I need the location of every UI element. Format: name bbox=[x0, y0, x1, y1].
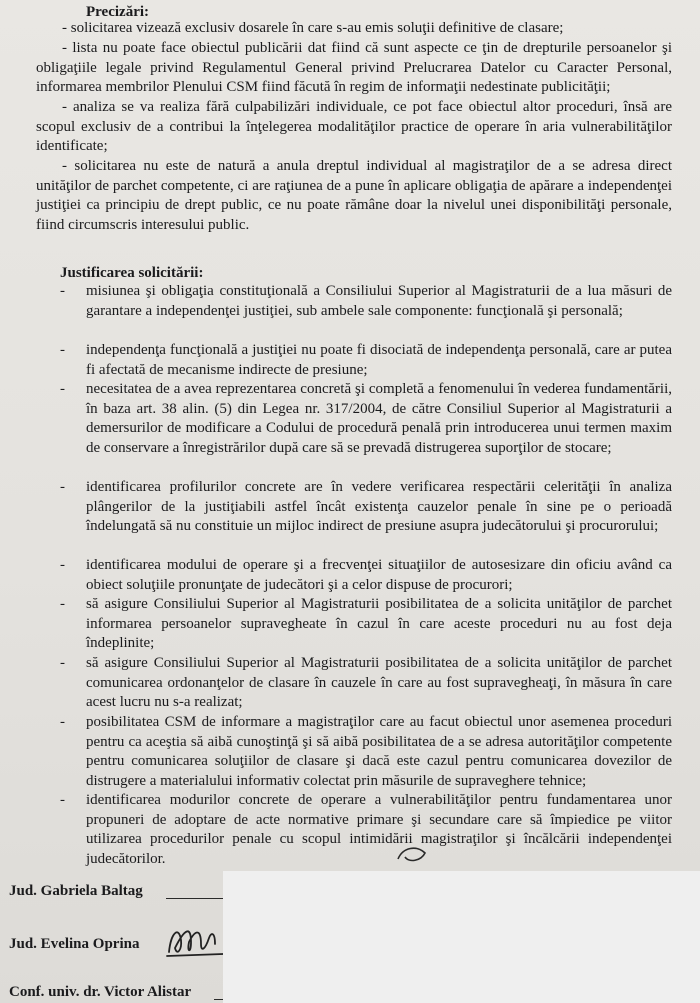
list-item-text: identificarea modurilor concrete de operare a vulnerabilităţilor pentru fundamentarea unor propuneri de adoptare de acte normative primare şi secundare care să împiedice pe viitor utilizarea procedurilor penale cu scopul intimidării magistraţilor şi încălcării independenţei judecătorilor. bbox=[86, 792, 672, 867]
list-dash: - bbox=[60, 283, 65, 299]
list-item-text: independenţa funcţională a justiţiei nu poate fi disociată de independenţa personală, care ar putea fi afectată de mecanisme indirecte de presiune; bbox=[86, 342, 672, 378]
signature-scribble-icon bbox=[165, 922, 227, 962]
list-item-text: să asigure Consiliului Superior al Magistraturii posibilitatea de a solicita unităţilor de parchet comunicarea ordonanţelor de clasare în cauzele în care au fost supravegheaţi, în măsura în care acest lucru nu s-a realizat; bbox=[86, 655, 672, 711]
list-dash: - bbox=[60, 342, 65, 358]
precizari-paragraph: - analiza se va realiza fără culpabilizări individuale, ce pot face obiectul altor proceduri, însă are scopul exclusiv de a contribui la înţelegerea modalităţilor practice de operare în aria vulnerabilităţilor identificate; bbox=[36, 99, 672, 155]
list-item-text: să asigure Consiliului Superior al Magistraturii posibilitatea de a solicita unităţilor de parchet informarea persoanelor supravegheate în cazul în care aceste proceduri nu au fost deja îndeplinite; bbox=[86, 596, 672, 652]
handwritten-mark-icon bbox=[395, 845, 429, 867]
list-item-text: identificarea modului de operare şi a frecvenţei situaţiilor de autosesizare din oficiu având ca obiect soluţiile pronunţate de judecători şi a celor dispuse de procurori; bbox=[86, 557, 672, 593]
list-item-text: posibilitatea CSM de informare a magistraţilor care au facut obiectul unor asemenea proceduri pentru ca aceştia să aibă cunoştinţă şi să aibă posibilitatea de a se adresa autorităţilor competente pentru comunicarea soluţiilor de clasare şi dacă este cazul pentru comunicarea dovezilor de distrugere a materialului informativ colectat prin măsurile de supraveghere tehnice; bbox=[86, 714, 672, 789]
signature-underline bbox=[166, 898, 224, 899]
list-dash: - bbox=[60, 655, 65, 671]
list-dash: - bbox=[60, 479, 65, 495]
list-item-text: identificarea profilurilor concrete are în vedere verificarea respectării celerităţii în analiza plângerilor de la justiţiabili astfel încât existenţa cauzelor penale în sine pe o perioadă îndelungată să nu constituie un mijloc indirect de presiune asupra judecătorului şi procurorului; bbox=[86, 479, 672, 535]
list-dash: - bbox=[60, 381, 65, 397]
signature-name: Jud. Gabriela Baltag bbox=[9, 883, 143, 899]
redacted-area bbox=[223, 871, 700, 1003]
list-dash: - bbox=[60, 714, 65, 730]
list-item-text: necesitatea de a avea reprezentarea concretă şi completă a fenomenului în vederea fundamentării, în baza art. 38 alin. (5) din Legea nr. 317/2004, de către Consiliul Superior al Magistraturii a demersurilor de modificare a Codului de procedură penală prin introducerea unui termen maxim de conservare a înregistrărilor după care să se prevadă distrugerea suporţilor de stocare; bbox=[86, 381, 672, 456]
precizari-paragraph: - solicitarea nu este de natură a anula dreptul individual al magistraţilor de a se adresa direct unităţilor de parchet competente, ci are raţiunea de a pune în aplicare obligaţia de apărare a independenţei justiţiei ca principiu de drept public, ce nu poate rămâne doar la nivelul unei disponibilităţi personale, fiind circumscris interesului public. bbox=[36, 158, 672, 233]
precizari-paragraph: - lista nu poate face obiectul publicării dat fiind că sunt aspecte ce ţin de drepturile persoanelor şi obligaţiile legale privind Regulamentul General privind Prelucrarea Datelor cu Caracter Personal, informarea membrilor Plenului CSM fiind făcută în regim de informaţii nedestinate publicităţii; bbox=[36, 40, 672, 96]
justificare-title: Justificarea solicitării: bbox=[60, 265, 204, 281]
precizari-paragraph: - solicitarea vizează exclusiv dosarele în care s-au emis soluţii definitive de clasare; bbox=[62, 20, 564, 36]
signature-name: Jud. Evelina Oprina bbox=[9, 936, 140, 952]
list-item-text: misiunea şi obligaţia constituţională a Consiliului Superior al Magistraturii de a lua măsuri de garantare a independenţei justiţiei, sub ambele sale componente: funcţională şi personală; bbox=[86, 283, 672, 319]
precizari-title: Precizări: bbox=[86, 4, 150, 20]
list-dash: - bbox=[60, 557, 65, 573]
list-dash: - bbox=[60, 792, 65, 808]
signature-name: Conf. univ. dr. Victor Alistar bbox=[9, 984, 192, 1000]
list-dash: - bbox=[60, 596, 65, 612]
